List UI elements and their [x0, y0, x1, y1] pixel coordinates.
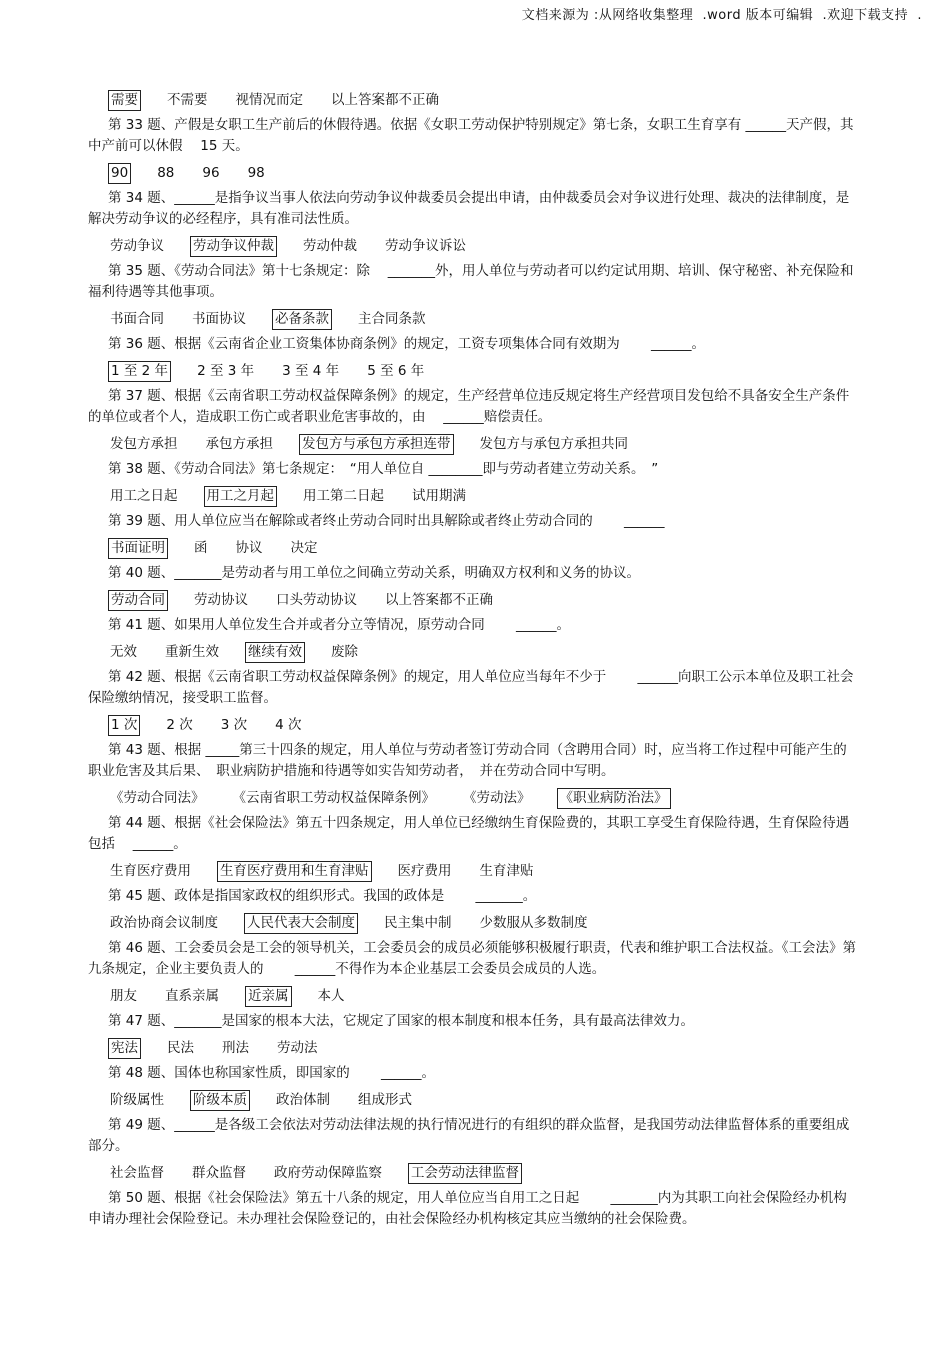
answer-option: 劳动争议	[110, 238, 164, 254]
answer-option: 4 次	[275, 717, 302, 733]
answer-option-selected: 用工之月起	[204, 486, 278, 507]
answer-option: 函	[194, 540, 208, 556]
question-text: 第 37 题、根据《云南省职工劳动权益保障条例》的规定，生产经营单位违反规定将生产经营项目发包给不具备安全生产条件的单位或者个人，造成职工伤亡或者职业危害事故的，由 ______赔偿责任。	[88, 388, 850, 425]
answer-option: 劳动争议诉讼	[385, 238, 466, 254]
answer-option: 医疗费用	[397, 863, 452, 879]
answer-options	[88, 984, 858, 1009]
page-header: 文档来源为 :从网络收集整理 .word 版本可编辑 .欢迎下载支持 .	[521, 8, 922, 23]
answer-options	[88, 536, 858, 561]
answer-option: 5 至 6 年	[367, 363, 425, 379]
answer-option-selected: 书面证明	[108, 538, 168, 559]
question-text: 第 33 题、产假是女职工生产前后的休假待遇。依据《女职工劳动保护特别规定》第七条，女职工生育享有 ______天产假，其中产前可以休假 15 天。	[88, 117, 854, 154]
answer-option: 政治协商会议制度	[110, 915, 218, 931]
question-text: 第 39 题、用人单位应当在解除或者终止劳动合同时出具解除或者终止劳动合同的 ______	[108, 513, 665, 529]
answer-options	[88, 640, 858, 665]
answer-options	[88, 307, 858, 332]
question-text: 第 36 题、根据《云南省企业工资集体协商条例》的规定，工资专项集体合同有效期为 ______。	[108, 336, 706, 352]
answer-option: 民主集中制	[384, 915, 452, 931]
answer-option-selected: 1 至 2 年	[108, 361, 171, 382]
answer-option: 劳动协议	[194, 592, 248, 608]
question-text: 第 42 题、根据《云南省职工劳动权益保障条例》的规定，用人单位应当每年不少于 ______向职工公示本单位及职工社会保险缴纳情况，接受职工监督。	[88, 669, 854, 706]
answer-option: 民法	[167, 1040, 194, 1056]
answer-option: 3 次	[220, 717, 248, 733]
answer-option: 书面合同	[110, 311, 164, 327]
answer-options	[88, 1088, 858, 1113]
answer-option: 《云南省职工劳动权益保障条例》	[232, 790, 435, 806]
answer-option: 劳动仲裁	[303, 238, 357, 254]
answer-option: 2 至 3 年	[197, 363, 255, 379]
question-text: 第 40 题、_______是劳动者与用工单位之间确立劳动关系，明确双方权利和义务的协议。	[108, 565, 641, 581]
answer-options	[88, 88, 858, 113]
answer-option-selected: 90	[108, 163, 131, 184]
question-list	[88, 88, 858, 1234]
question-text: 第 34 题、______是指争议当事人依法向劳动争议仲裁委员会提出申请，由仲裁委员会对争议进行处理、裁决的法律制度，是解决劳动争议的必经程序，具有准司法性质。	[88, 190, 850, 227]
question-text: 第 49 题、______是各级工会依法对劳动法律法规的执行情况进行的有组织的群众监督，是我国劳动法律监督体系的重要组成部分。	[88, 1117, 850, 1154]
answer-options	[88, 911, 858, 936]
answer-option: 阶级属性	[110, 1092, 164, 1108]
answer-option: 协议	[235, 540, 263, 556]
answer-option-selected: 需要	[108, 90, 141, 111]
answer-option-selected: 近亲属	[245, 986, 292, 1007]
answer-option: 社会监督	[110, 1165, 164, 1181]
answer-option: 生育津贴	[479, 863, 534, 879]
answer-option: 劳动法	[277, 1040, 318, 1056]
answer-options	[88, 359, 858, 384]
answer-option: 组成形式	[358, 1092, 412, 1108]
question-text: 第 46 题、工会委员会是工会的领导机关，工会委员会的成员必须能够积极履行职责，代表和维护职工合法权益。《工会法》第九条规定，企业主要负责人的 ______不得作为本企业基层工会委员会成员的人选。	[88, 940, 857, 977]
answer-option: 朋友	[110, 988, 137, 1004]
answer-option: 本人	[317, 988, 345, 1004]
answer-option: 政治体制	[276, 1092, 330, 1108]
answer-option: 刑法	[222, 1040, 249, 1056]
answer-option-selected: 人民代表大会制度	[244, 913, 358, 934]
answer-option: 承包方承担	[205, 436, 273, 452]
answer-option: 决定	[290, 540, 318, 556]
answer-option: 重新生效	[165, 644, 219, 660]
answer-option-selected: 阶级本质	[190, 1090, 250, 1111]
answer-option: 98	[247, 165, 265, 181]
answer-option: 政府劳动保障监察	[274, 1165, 382, 1181]
answer-option: 无效	[110, 644, 137, 660]
answer-option: 88	[157, 165, 175, 181]
answer-option: 《劳动合同法》	[110, 790, 205, 806]
answer-option-selected: 工会劳动法律监督	[408, 1163, 522, 1184]
answer-options	[88, 234, 858, 259]
answer-option: 废除	[331, 644, 358, 660]
answer-option: 96	[202, 165, 220, 181]
answer-option: 以上答案都不正确	[331, 92, 439, 108]
answer-options	[88, 588, 858, 613]
answer-option: 群众监督	[192, 1165, 246, 1181]
answer-option: 视情况而定	[235, 92, 303, 108]
answer-option: 发包方承担	[110, 436, 178, 452]
answer-option: 用工之日起	[110, 488, 178, 504]
answer-option: 直系亲属	[165, 988, 219, 1004]
answer-option-selected: 1 次	[108, 715, 140, 736]
answer-option: 3 至 4 年	[282, 363, 340, 379]
question-text: 第 47 题、_______是国家的根本大法，它规定了国家的根本制度和根本任务，具有最高法律效力。	[108, 1013, 695, 1029]
answer-option-selected: 宪法	[108, 1038, 141, 1059]
question-text: 第 44 题、根据《社会保险法》第五十四条规定，用人单位已经缴纳生育保险费的，其职工享受生育保险待遇，生育保险待遇包括 ______。	[88, 815, 850, 852]
question-text: 第 38 题、《劳动合同法》第七条规定： “用人单位自 ________即与劳动者建立劳动关系。 ”	[108, 461, 659, 477]
answer-option: 不需要	[167, 92, 208, 108]
question-text: 第 43 题、根据 _____第三十四条的规定，用人单位与劳动者签订劳动合同（含聘用合同）时，应当将工作过程中可能产生的职业危害及其后果、 职业病防护措施和待遇等如实告知劳动者， 并在劳动合同中写明。	[88, 742, 847, 779]
answer-option: 发包方与承包方承担共同	[479, 436, 628, 452]
answer-option: 以上答案都不正确	[385, 592, 493, 608]
answer-option: 生育医疗费用	[110, 863, 191, 879]
answer-options	[88, 161, 858, 186]
answer-option-selected: 必备条款	[272, 309, 332, 330]
answer-option-selected: 劳动争议仲裁	[190, 236, 277, 257]
answer-options	[88, 1161, 858, 1186]
answer-option: 主合同条款	[358, 311, 426, 327]
question-text: 第 48 题、国体也称国家性质，即国家的 ______。	[108, 1065, 436, 1081]
answer-option: 少数服从多数制度	[479, 915, 588, 931]
answer-option: 《劳动法》	[463, 790, 531, 806]
answer-option: 试用期满	[412, 488, 466, 504]
question-text: 第 41 题、如果用人单位发生合并或者分立等情况，原劳动合同 ______。	[108, 617, 571, 633]
answer-option: 书面协议	[192, 311, 246, 327]
answer-options	[88, 786, 858, 811]
answer-option-selected: 继续有效	[245, 642, 305, 663]
answer-options	[88, 432, 858, 457]
answer-option: 2 次	[166, 717, 193, 733]
answer-option: 口头劳动协议	[276, 592, 357, 608]
question-text: 第 50 题、根据《社会保险法》第五十八条的规定，用人单位应当自用工之日起 _______内为其职工向社会保险经办机构申请办理社会保险登记。未办理社会保险登记的，由社会保险经办机构核定其应当缴纳的社会保险费。	[88, 1190, 847, 1227]
answer-option-selected: 《职业病防治法》	[557, 788, 671, 809]
answer-options	[88, 713, 858, 738]
answer-option-selected: 劳动合同	[108, 590, 168, 611]
question-text: 第 35 题、《劳动合同法》第十七条规定：除 _______外，用人单位与劳动者可以约定试用期、培训、保守秘密、补充保险和福利待遇等其他事项。	[88, 263, 854, 300]
answer-options	[88, 1036, 858, 1061]
answer-options	[88, 484, 858, 509]
question-text: 第 45 题、政体是指国家政权的组织形式。我国的政体是 _______。	[108, 888, 537, 904]
answer-option-selected: 发包方与承包方承担连带	[299, 434, 454, 455]
answer-options	[88, 859, 858, 884]
answer-option-selected: 生育医疗费用和生育津贴	[217, 861, 372, 882]
answer-option: 用工第二日起	[303, 488, 384, 504]
